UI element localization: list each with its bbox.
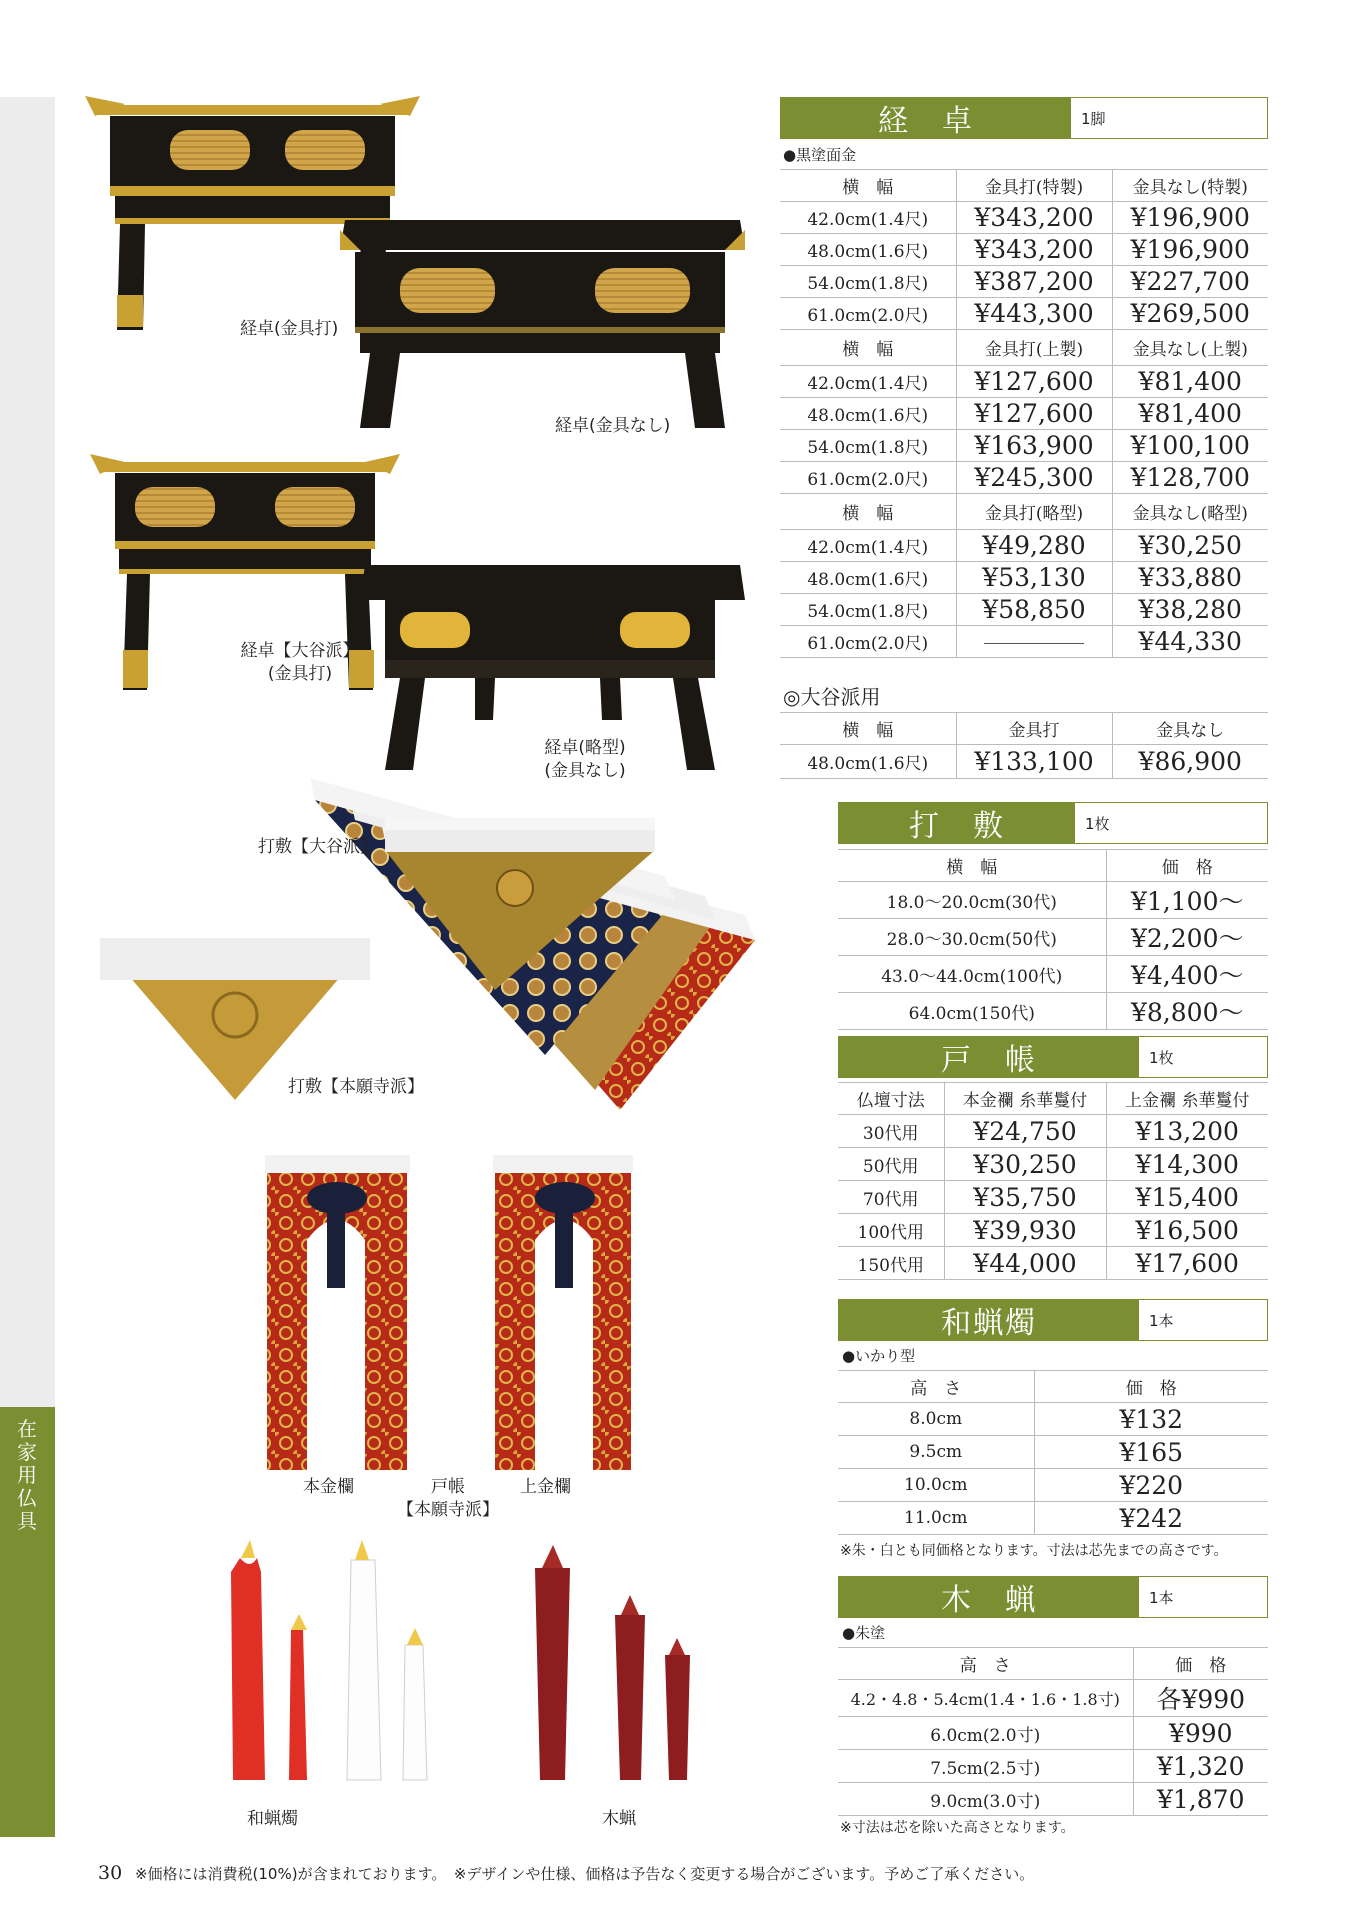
size-cell: 61.0cm(2.0尺) [780, 298, 956, 330]
table-row [838, 1115, 1268, 1148]
mokuro-title: 木 蝋 [839, 1577, 1139, 1617]
size-cell: 9.5cm [838, 1436, 1034, 1469]
price-cell: ¥30,250 [1112, 530, 1268, 562]
page-footer [98, 1862, 1034, 1884]
col-header: 本金襴 糸華鬘付 [944, 1083, 1106, 1115]
kyojoku-otani-table [780, 712, 1268, 779]
size-cell: 43.0〜44.0cm(100代) [838, 956, 1106, 993]
price-cell: 各¥990 [1133, 1680, 1268, 1717]
table-row [780, 234, 1268, 266]
caption-kyojoku-otani-line1: 経卓【大谷派】 [240, 641, 360, 661]
size-cell: 42.0cm(1.4尺) [780, 530, 956, 562]
col-header: 横 幅 [780, 330, 956, 366]
price-cell: ¥196,900 [1112, 202, 1268, 234]
otani-label: ◎大谷派用 [783, 685, 881, 709]
table-row [838, 1502, 1268, 1535]
price-cell: ¥39,930 [944, 1214, 1106, 1247]
price-cell: ¥38,280 [1112, 594, 1268, 626]
col-header: 金具なし(略型) [1112, 494, 1268, 530]
col-header: 金具なし(上製) [1112, 330, 1268, 366]
caption-kyojoku-otani-line2: (金具打) [267, 664, 333, 684]
table-row [780, 430, 1268, 462]
col-header: 金具打(略型) [956, 494, 1112, 530]
uchishiki-price-table [838, 849, 1268, 1030]
caption-tobari-jo: 上金欄 [520, 1477, 571, 1497]
price-cell: ¥100,100 [1112, 430, 1268, 462]
size-cell: 18.0〜20.0cm(30代) [838, 882, 1106, 919]
price-cell: ¥245,300 [956, 462, 1112, 494]
table-row [780, 266, 1268, 298]
caption-uchishiki-honganji: 打敷【本願寺派】 [288, 1077, 424, 1097]
col-header: 価 格 [1106, 850, 1268, 882]
price-cell: ¥343,200 [956, 202, 1112, 234]
table-row [838, 1214, 1268, 1247]
caption-kyojoku-ryaku [530, 737, 640, 783]
price-cell: ¥16,500 [1106, 1214, 1268, 1247]
caption-tobari-center-line1: 戸帳 [431, 1477, 465, 1497]
price-cell: ¥17,600 [1106, 1247, 1268, 1280]
price-cell: ¥33,880 [1112, 562, 1268, 594]
size-cell: 100代用 [838, 1214, 944, 1247]
table-header-row [838, 850, 1268, 882]
table-row [838, 919, 1268, 956]
table-row [838, 1680, 1268, 1717]
price-cell-unavailable [956, 626, 1112, 658]
size-cell: 42.0cm(1.4尺) [780, 202, 956, 234]
kyojoku-title: 経 卓 [781, 98, 1071, 138]
uchishiki-images [100, 778, 755, 1110]
caption-warosoku: 和蝋燭 [247, 1809, 298, 1829]
size-cell: 30代用 [838, 1115, 944, 1148]
table-row [838, 1181, 1268, 1214]
table-row [780, 202, 1268, 234]
table-row [780, 366, 1268, 398]
table-header-row [838, 1371, 1268, 1403]
warosoku-price-table [838, 1370, 1268, 1535]
size-cell: 50代用 [838, 1148, 944, 1181]
caption-kyojoku-nashi: 経卓(金具なし) [555, 416, 671, 436]
price-cell: ¥1,320 [1133, 1750, 1268, 1783]
table-row [838, 1148, 1268, 1181]
table-header-row [838, 1648, 1268, 1680]
product-illustrations [55, 90, 775, 1850]
price-cell: ¥990 [1133, 1717, 1268, 1750]
price-cell: ¥242 [1034, 1502, 1268, 1535]
table-header-row [780, 170, 1268, 202]
table-row [838, 1469, 1268, 1502]
table-header-row [780, 713, 1268, 745]
table-row [838, 1403, 1268, 1436]
warosoku-images [231, 1540, 427, 1780]
tobari-title: 戸 帳 [839, 1037, 1139, 1077]
price-cell: ¥132 [1034, 1403, 1268, 1436]
size-cell: 48.0cm(1.6尺) [780, 745, 956, 779]
price-cell: ¥343,200 [956, 234, 1112, 266]
caption-tobari-hon: 本金欄 [303, 1477, 354, 1497]
size-cell: 7.5cm(2.5寸) [838, 1750, 1133, 1783]
size-cell: 28.0〜30.0cm(50代) [838, 919, 1106, 956]
price-cell: ¥44,330 [1112, 626, 1268, 658]
price-cell: ¥49,280 [956, 530, 1112, 562]
caption-tobari-center [393, 1476, 503, 1522]
size-cell: 48.0cm(1.6尺) [780, 234, 956, 266]
price-cell: ¥127,600 [956, 366, 1112, 398]
col-header: 高 さ [838, 1371, 1034, 1403]
table-row [838, 1717, 1268, 1750]
col-header: 横 幅 [780, 713, 956, 745]
page-number: 30 [98, 1862, 123, 1884]
col-header: 横 幅 [780, 494, 956, 530]
price-cell: ¥269,500 [1112, 298, 1268, 330]
size-cell: 70代用 [838, 1181, 944, 1214]
size-cell: 61.0cm(2.0尺) [780, 462, 956, 494]
category-tab-label: 在家用仏具 [17, 1417, 37, 1533]
size-cell: 48.0cm(1.6尺) [780, 562, 956, 594]
price-cell: ¥196,900 [1112, 234, 1268, 266]
size-cell: 42.0cm(1.4尺) [780, 366, 956, 398]
size-cell: 54.0cm(1.8尺) [780, 430, 956, 462]
table-row [780, 562, 1268, 594]
size-cell: 64.0cm(150代) [838, 993, 1106, 1030]
kyojoku-header [780, 97, 1268, 139]
warosoku-type-note: ●いかり型 [842, 1347, 916, 1365]
price-cell: ¥127,600 [956, 398, 1112, 430]
kyojoku-unit: 1脚 [1081, 109, 1106, 128]
table-row [838, 993, 1268, 1030]
table-row [838, 882, 1268, 919]
price-cell: ¥163,900 [956, 430, 1112, 462]
table-row [780, 594, 1268, 626]
uchishiki-title: 打 敷 [839, 803, 1075, 843]
price-cell: ¥44,000 [944, 1247, 1106, 1280]
caption-kyojoku-kanagu: 経卓(金具打) [240, 319, 339, 339]
kyojoku-price-table [780, 169, 1268, 658]
warosoku-title: 和蝋燭 [839, 1300, 1139, 1340]
table-header-row [780, 330, 1268, 366]
col-header: 横 幅 [838, 850, 1106, 882]
col-header: 金具なし(特製) [1112, 170, 1268, 202]
price-cell: ¥443,300 [956, 298, 1112, 330]
caption-kyojoku-otani [235, 640, 365, 686]
size-cell: 9.0cm(3.0寸) [838, 1783, 1133, 1816]
price-cell: ¥81,400 [1112, 398, 1268, 430]
table-row [780, 462, 1268, 494]
table-row [780, 626, 1268, 658]
col-header: 上金襴 糸華鬘付 [1106, 1083, 1268, 1115]
col-header: 価 格 [1034, 1371, 1268, 1403]
size-cell: 54.0cm(1.8尺) [780, 594, 956, 626]
size-cell: 48.0cm(1.6尺) [780, 398, 956, 430]
warosoku-unit: 1本 [1149, 1311, 1174, 1330]
col-header: 仏壇寸法 [838, 1083, 944, 1115]
table-row [780, 745, 1268, 779]
price-cell: ¥53,130 [956, 562, 1112, 594]
price-cell: ¥24,750 [944, 1115, 1106, 1148]
mokuro-header [838, 1576, 1268, 1618]
col-header: 高 さ [838, 1648, 1133, 1680]
price-cell: ¥58,850 [956, 594, 1112, 626]
size-cell: 10.0cm [838, 1469, 1034, 1502]
caption-mokuro: 木蝋 [602, 1809, 636, 1829]
price-cell: ¥133,100 [956, 745, 1112, 779]
col-header: 金具打(上製) [956, 330, 1112, 366]
table-header-row [838, 1083, 1268, 1115]
tobari-header [838, 1036, 1268, 1078]
caption-tobari-center-line2: 【本願寺派】 [397, 1500, 499, 1520]
warosoku-footnote: ※朱・白とも同価格となります。寸法は芯先までの高さです。 [840, 1543, 1228, 1559]
price-cell: ¥2,200〜 [1106, 919, 1268, 956]
size-cell: 11.0cm [838, 1502, 1034, 1535]
price-cell: ¥227,700 [1112, 266, 1268, 298]
col-header: 価 格 [1133, 1648, 1268, 1680]
uchishiki-unit: 1枚 [1085, 814, 1110, 833]
col-header: 金具打 [956, 713, 1112, 745]
price-cell: ¥220 [1034, 1469, 1268, 1502]
mokuro-price-table [838, 1647, 1268, 1816]
table-row [838, 1436, 1268, 1469]
price-cell: ¥165 [1034, 1436, 1268, 1469]
table-row [780, 298, 1268, 330]
unavailable-dash [984, 643, 1084, 644]
tobari-unit: 1枚 [1149, 1048, 1174, 1067]
table-row [838, 956, 1268, 993]
price-cell: ¥8,800〜 [1106, 993, 1268, 1030]
mokuro-footnote: ※寸法は芯を除いた高さとなります。 [840, 1820, 1075, 1836]
col-header: 金具なし [1112, 713, 1268, 745]
caption-kyojoku-ryaku-line2: (金具なし) [544, 761, 626, 781]
side-strip [0, 97, 55, 1407]
table-header-row [780, 494, 1268, 530]
warosoku-header [838, 1299, 1268, 1341]
tobari-price-table [838, 1082, 1268, 1280]
size-cell: 8.0cm [838, 1403, 1034, 1436]
size-cell: 54.0cm(1.8尺) [780, 266, 956, 298]
table-row [838, 1783, 1268, 1816]
price-cell: ¥86,900 [1112, 745, 1268, 779]
price-cell: ¥4,400〜 [1106, 956, 1268, 993]
price-cell: ¥35,750 [944, 1181, 1106, 1214]
uchishiki-header [838, 802, 1268, 844]
mokuro-unit: 1本 [1149, 1588, 1174, 1607]
tobari-images [265, 1155, 633, 1470]
price-cell: ¥1,100〜 [1106, 882, 1268, 919]
size-cell: 61.0cm(2.0尺) [780, 626, 956, 658]
price-cell: ¥81,400 [1112, 366, 1268, 398]
footer-note: ※価格には消費税(10%)が含まれております。 ※デザインや仕様、価格は予告なく変更する場合がございます。予めご了承ください。 [134, 1865, 1035, 1883]
caption-kyojoku-ryaku-line1: 経卓(略型) [544, 738, 626, 758]
caption-uchishiki-otani: 打敷【大谷派】 [258, 837, 377, 857]
col-header: 横 幅 [780, 170, 956, 202]
table-row [838, 1750, 1268, 1783]
col-header: 金具打(特製) [956, 170, 1112, 202]
mokuro-finish-note: ●朱塗 [842, 1624, 886, 1642]
table-row [780, 398, 1268, 430]
price-cell: ¥387,200 [956, 266, 1112, 298]
kyojoku-finish-note: ●黒塗面金 [783, 146, 857, 164]
price-cell: ¥1,870 [1133, 1783, 1268, 1816]
size-cell: 150代用 [838, 1247, 944, 1280]
table-row [838, 1247, 1268, 1280]
price-cell: ¥14,300 [1106, 1148, 1268, 1181]
price-cell: ¥30,250 [944, 1148, 1106, 1181]
price-cell: ¥13,200 [1106, 1115, 1268, 1148]
table-row [780, 530, 1268, 562]
price-cell: ¥15,400 [1106, 1181, 1268, 1214]
size-cell: 4.2・4.8・5.4cm(1.4・1.6・1.8寸) [838, 1680, 1133, 1717]
size-cell: 6.0cm(2.0寸) [838, 1717, 1133, 1750]
price-cell: ¥128,700 [1112, 462, 1268, 494]
kyojoku-nashi-image [340, 220, 745, 428]
mokuro-images [535, 1545, 690, 1780]
